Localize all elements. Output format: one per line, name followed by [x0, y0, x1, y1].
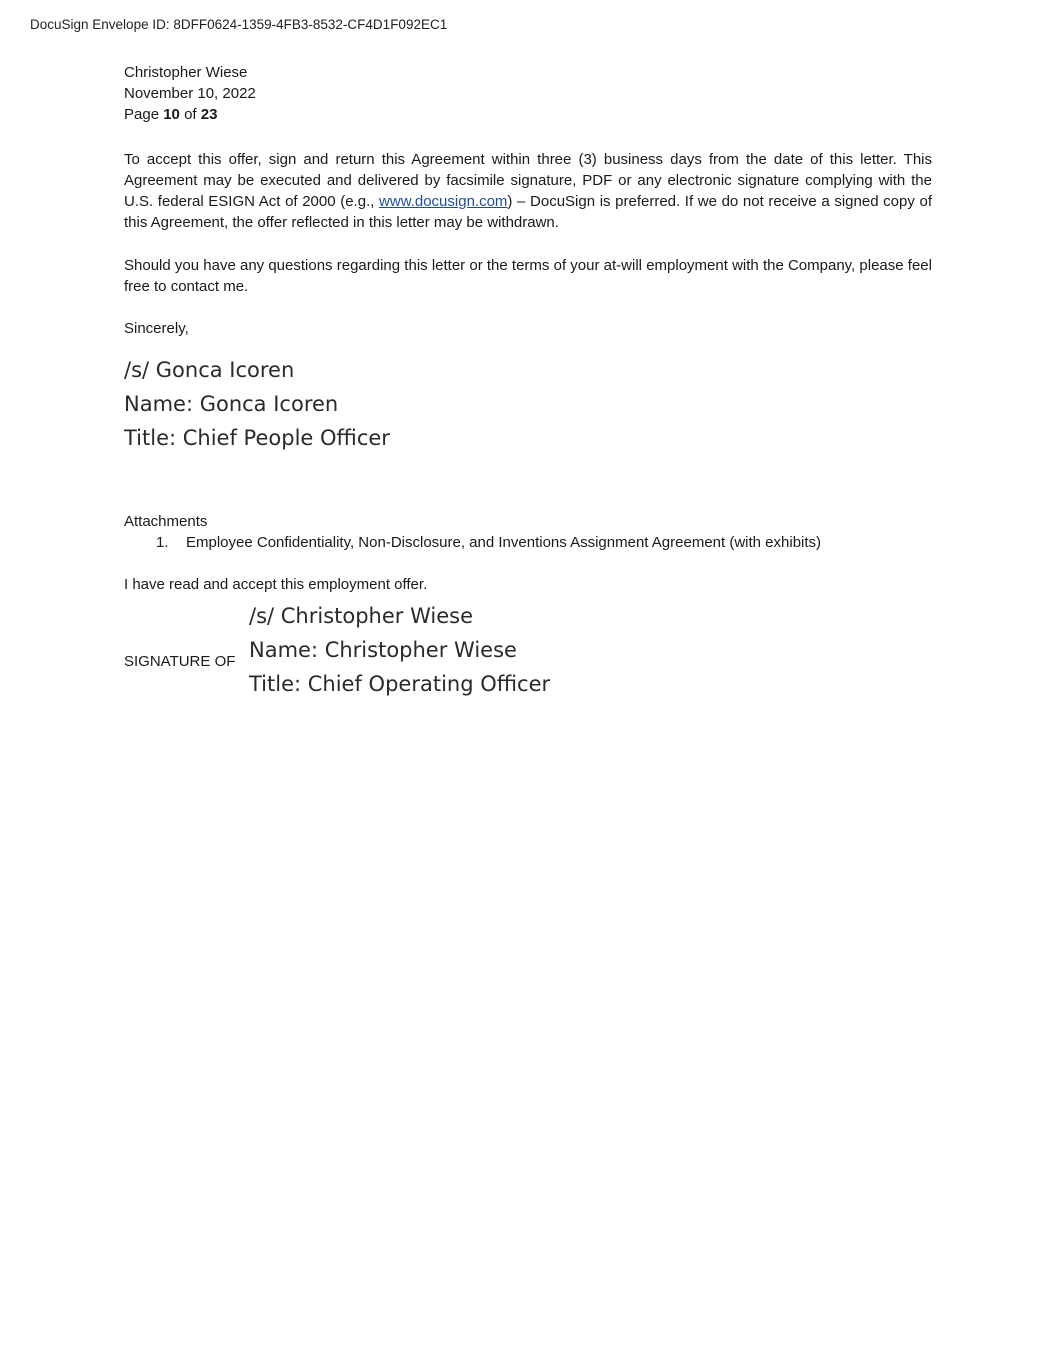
- docusign-envelope-id: DocuSign Envelope ID: 8DFF0624-1359-4FB3-8532-CF4D1F092EC1: [30, 17, 448, 32]
- acceptance-instructions-paragraph: [124, 149, 932, 233]
- letter-page: [124, 62, 932, 709]
- company-signer-name: Name: Gonca Icoren: [124, 392, 339, 416]
- employee-signature-block: [249, 599, 550, 701]
- questions-paragraph: Should you have any questions regarding this letter or the terms of your at-will employment with the Company, please feel free to contact me.: [124, 257, 932, 295]
- company-signature: /s/ Gonca Icoren: [124, 358, 295, 382]
- page-prefix: Page: [124, 106, 160, 123]
- employee-signature: /s/ Christopher Wiese: [249, 604, 474, 628]
- letter-date: November 10, 2022: [124, 85, 256, 102]
- attachment-number: 1.: [156, 534, 169, 551]
- attachment-item: [124, 532, 932, 553]
- docusign-link[interactable]: www.docusign.com: [379, 193, 508, 210]
- acceptance-statement: I have read and accept this employment offer.: [124, 576, 428, 593]
- company-signature-block: [124, 353, 932, 455]
- closing: Sincerely,: [124, 320, 189, 337]
- para1-text-start: To accept this offer, sign and return this Agreement within three (3) business days from the date of this letter. This Agreement may be executed and delivered by facsimile signature, PDF or any electronic signature complying with the U.S. federal ESIGN Act of 2000 (e.g.,: [124, 151, 932, 210]
- page-current: 10: [163, 106, 180, 123]
- page-total: 23: [200, 106, 218, 123]
- employee-signature-row: [124, 599, 932, 709]
- employee-title: Title: Chief Operating Officer: [249, 672, 551, 696]
- page-of: of: [184, 106, 197, 123]
- signature-of-label: SIGNATURE OF: [124, 653, 236, 670]
- company-signer-title: Title: Chief People Officer: [124, 426, 390, 450]
- employee-name: Name: Christopher Wiese: [249, 638, 517, 662]
- attachment-text: Employee Confidentiality, Non-Disclosure, and Inventions Assignment Agreement (with exhibits): [186, 534, 822, 551]
- para1-text-end: ) – DocuSign is preferred. If we do not receive a signed copy of this Agreement, the offer reflected in this letter may be withdrawn.: [124, 193, 932, 231]
- page-indicator: [124, 104, 932, 125]
- attachments-heading: Attachments: [124, 513, 208, 530]
- recipient-name: Christopher Wiese: [124, 64, 248, 81]
- attachments-section: [124, 511, 932, 553]
